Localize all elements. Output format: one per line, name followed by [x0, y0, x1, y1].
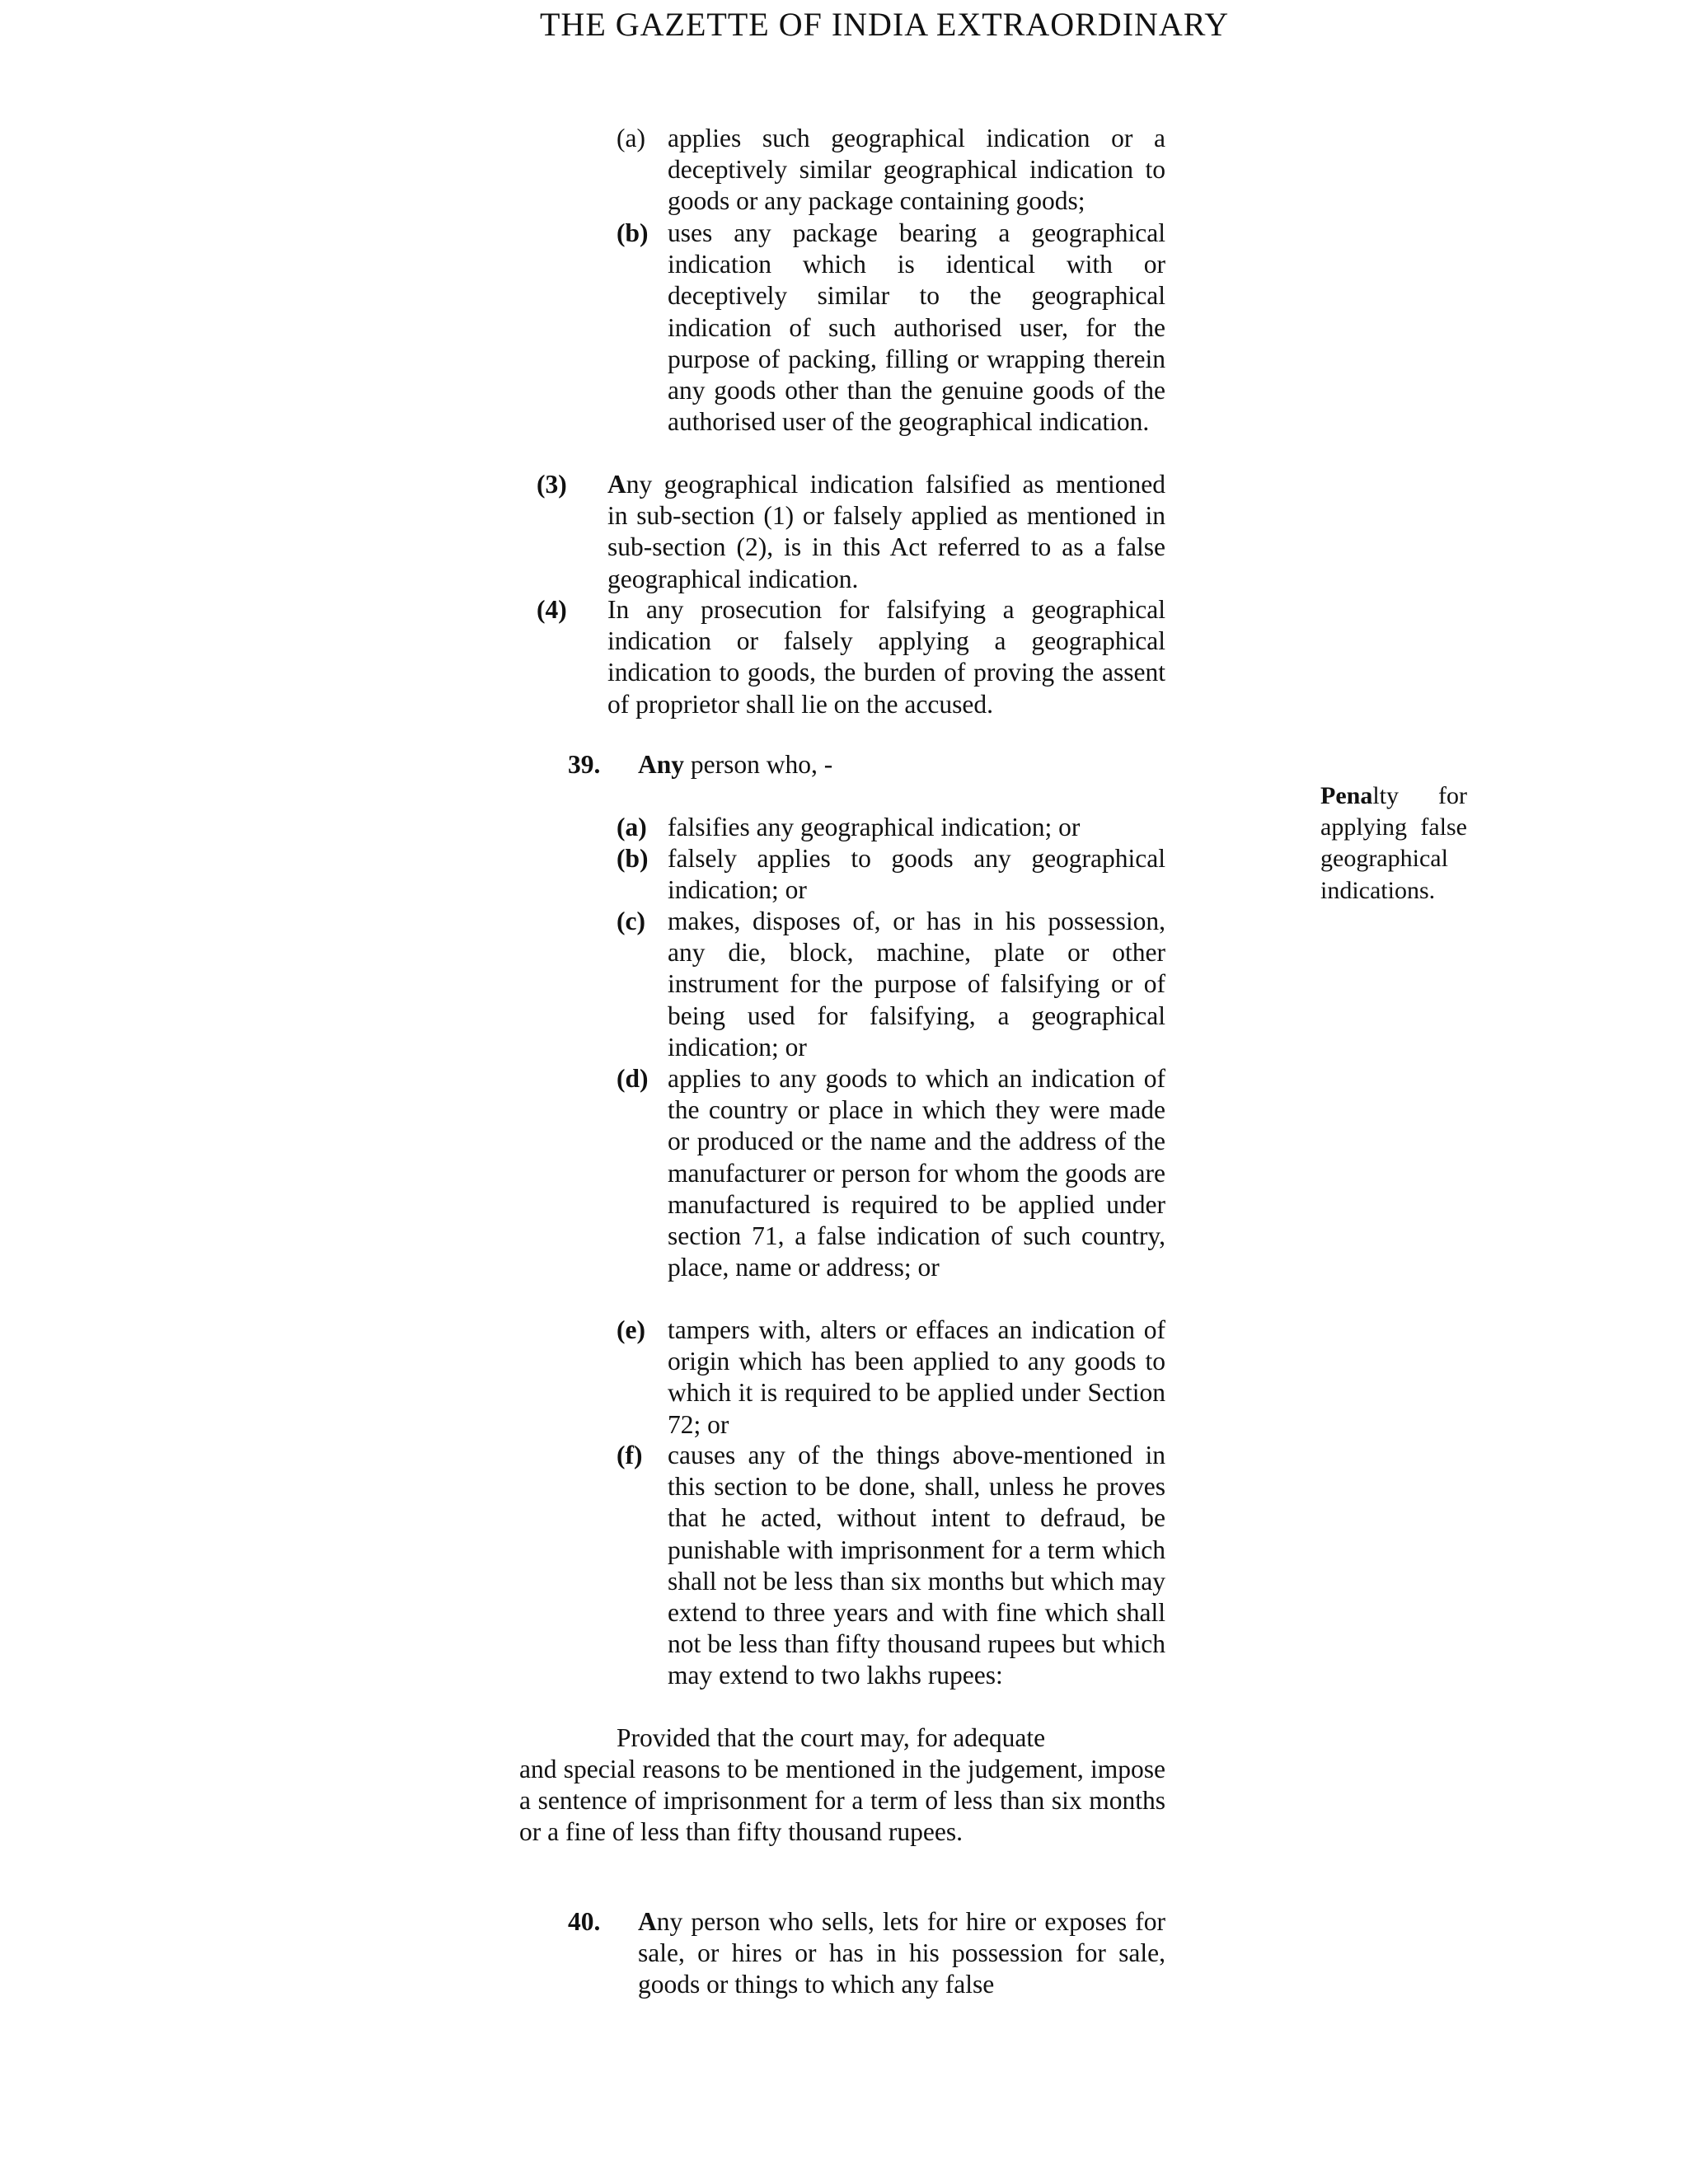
- clause-label: (c): [617, 907, 645, 935]
- subsection-label: (4): [537, 595, 567, 624]
- clause-label: (b): [617, 844, 649, 873]
- clause-text: tampers with, alters or effaces an indication of origin which has been applied to any goods to which it is required to be applied under Section 72; or: [668, 1315, 1165, 1439]
- subsection-label: (3): [537, 470, 567, 499]
- section-number: 40.: [568, 1907, 601, 1936]
- section-number: 39.: [568, 750, 601, 779]
- clause-text: applies such geographical indication or a deceptively similar geographical indication to goods or any package containing goods;: [668, 124, 1165, 216]
- clause-text: falsifies any geographical indication; or: [668, 813, 1081, 841]
- section-lead: Any person who, -: [638, 750, 833, 779]
- clause-label: (a): [617, 813, 647, 841]
- clause-text: makes, disposes of, or has in his possession, any die, block, machine, plate or other instrument for the purpose of falsifying or of being used for falsifying, a geographical indication; or: [668, 907, 1165, 1062]
- clause-label: (b): [617, 218, 649, 247]
- clause-label: (e): [617, 1315, 645, 1344]
- subsection-text: In any prosecution for falsifying a geographical indication or falsely applying a geographical indication to goods, the burden of proving the assent of proprietor shall lie on the accused.: [607, 595, 1165, 719]
- clause-label: (a): [617, 124, 645, 152]
- marginal-note: Penalty for applying false geographical indications.: [1320, 782, 1467, 904]
- subsection-text: Any geographical indication falsified as mentioned in sub-section (1) or falsely applied as mentioned in sub-section (2), is in this Act referred to as a false geographical indication.: [607, 470, 1165, 593]
- gazette-header: THE GAZETTE OF INDIA EXTRAORDINARY: [540, 6, 1230, 43]
- clause-label: (d): [617, 1064, 649, 1093]
- proviso-first-line: Provided that the court may, for adequate: [617, 1723, 1046, 1752]
- clause-label: (f): [617, 1441, 643, 1469]
- clause-text: causes any of the things above-mentioned in this section to be done, shall, unless he proves that he acted, without intent to defraud, be punishable with imprisonment for a term which shall not be less than six months but which may extend to three years and with fine which shall not be less than fifty thousand rupees but which may extend to two lakhs rupees:: [668, 1441, 1165, 1690]
- proviso-text: and special reasons to be mentioned in the judgement, impose a sentence of imprisonment for a term of less than six months or a fine of less than fifty thousand rupees.: [519, 1755, 1165, 1847]
- section-text: Any person who sells, lets for hire or exposes for sale, or hires or has in his possession for sale, goods or things to which any false: [638, 1907, 1165, 1999]
- clause-text: uses any package bearing a geographical indication which is identical with or deceptively similar to the geographical indication of such authorised user, for the purpose of packing, filling or wrapping therein any goods other than the genuine goods of the authorised user of the geographical indication.: [668, 218, 1165, 437]
- clause-text: falsely applies to goods any geographical indication; or: [668, 844, 1165, 905]
- clause-text: applies to any goods to which an indication of the country or place in which they were made or produced or the name and the address of the manufacturer or person for whom the goods are manufactured is required to be applied under section 71, a false indication of such country, place, name or address; or: [668, 1064, 1165, 1282]
